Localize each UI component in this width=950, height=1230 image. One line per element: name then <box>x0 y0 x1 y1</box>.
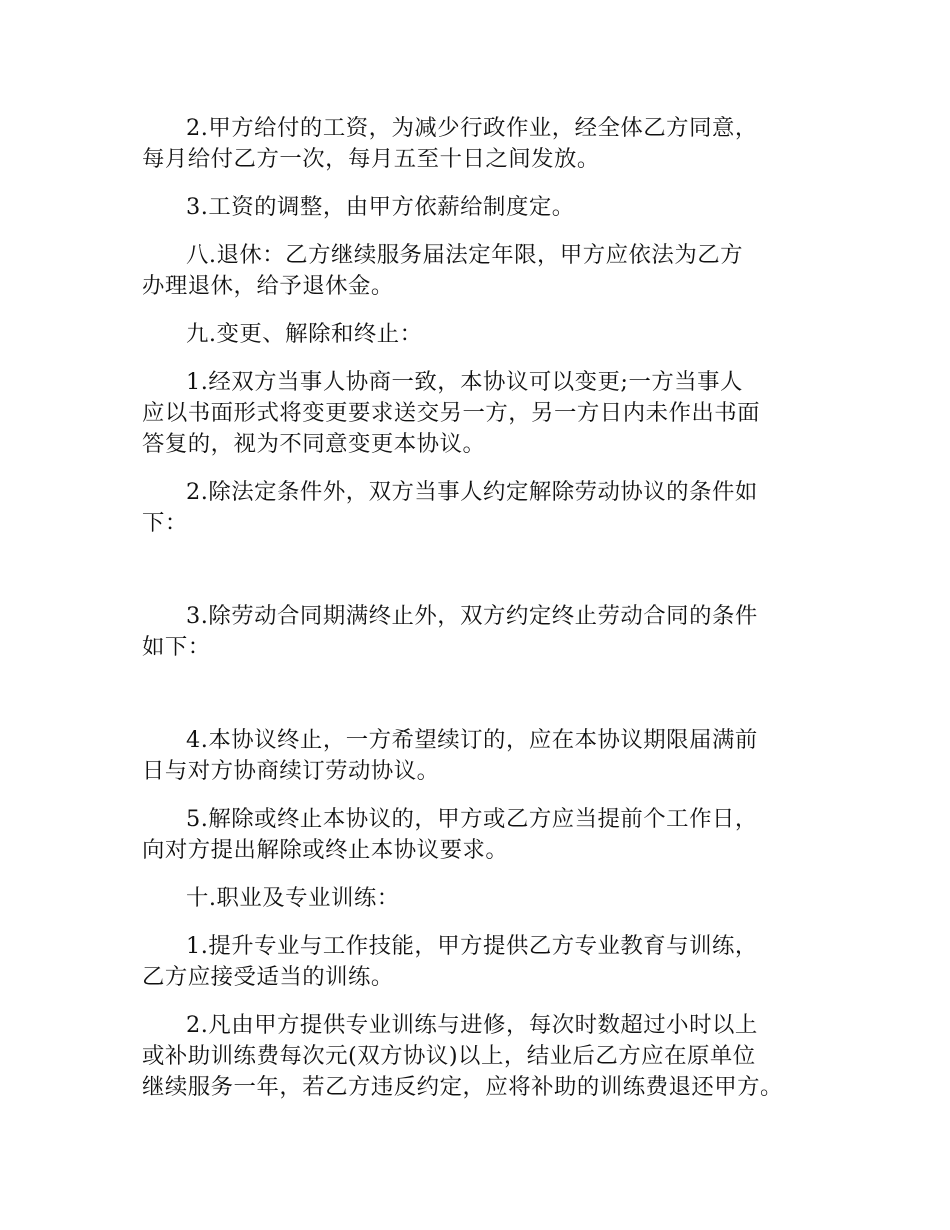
paragraph-retirement: 八.退休：乙方继续服务届法定年限，甲方应依法为乙方 办理退休，给予退休金。 <box>142 242 743 299</box>
paragraph-end-conditions: 3.除劳动合同期满终止外，双方约定终止劳动合同的条件 如下： <box>142 603 758 660</box>
paragraph-training-provision: 1.提升专业与工作技能，甲方提供乙方专业教育与训练， 乙方应接受适当的训练。 <box>142 933 758 990</box>
paragraph-wage-adjustment: 3.工资的调整，由甲方依薪给制度定。 <box>186 194 575 220</box>
document-body <box>142 113 842 1103</box>
paragraph-training-service: 2.凡由甲方提供专业训练与进修，每次时数超过小时以上 或补助训练费每次元(双方协议)以上，结业后乙方应在原单位 继续服务一年，若乙方违反约定，应将补助的训练费退还甲方。 <box>142 1012 783 1100</box>
paragraph-renewal: 4.本协议终止，一方希望续订的，应在本协议期限届满前 日与对方协商续订劳动协议。 <box>142 727 758 784</box>
paragraph-notice: 5.解除或终止本协议的，甲方或乙方应当提前个工作日， 向对方提出解除或终止本协议要求。 <box>142 806 758 863</box>
section-heading-change-termination: 九.变更、解除和终止： <box>186 321 423 347</box>
paragraph-agreement-change: 1.经双方当事人协商一致，本协议可以变更;一方当事人 应以书面形式将变更要求送交另一方，另一方日内未作出书面 答复的，视为不同意变更本协议。 <box>142 369 761 457</box>
paragraph-wage-payment: 2.甲方给付的工资，为减少行政作业，经全体乙方同意， 每月给付乙方一次，每月五至十日之间发放。 <box>142 115 758 172</box>
paragraph-termination-conditions: 2.除法定条件外，双方当事人约定解除劳动协议的条件如 下： <box>142 479 758 536</box>
section-heading-training: 十.职业及专业训练： <box>186 885 400 911</box>
